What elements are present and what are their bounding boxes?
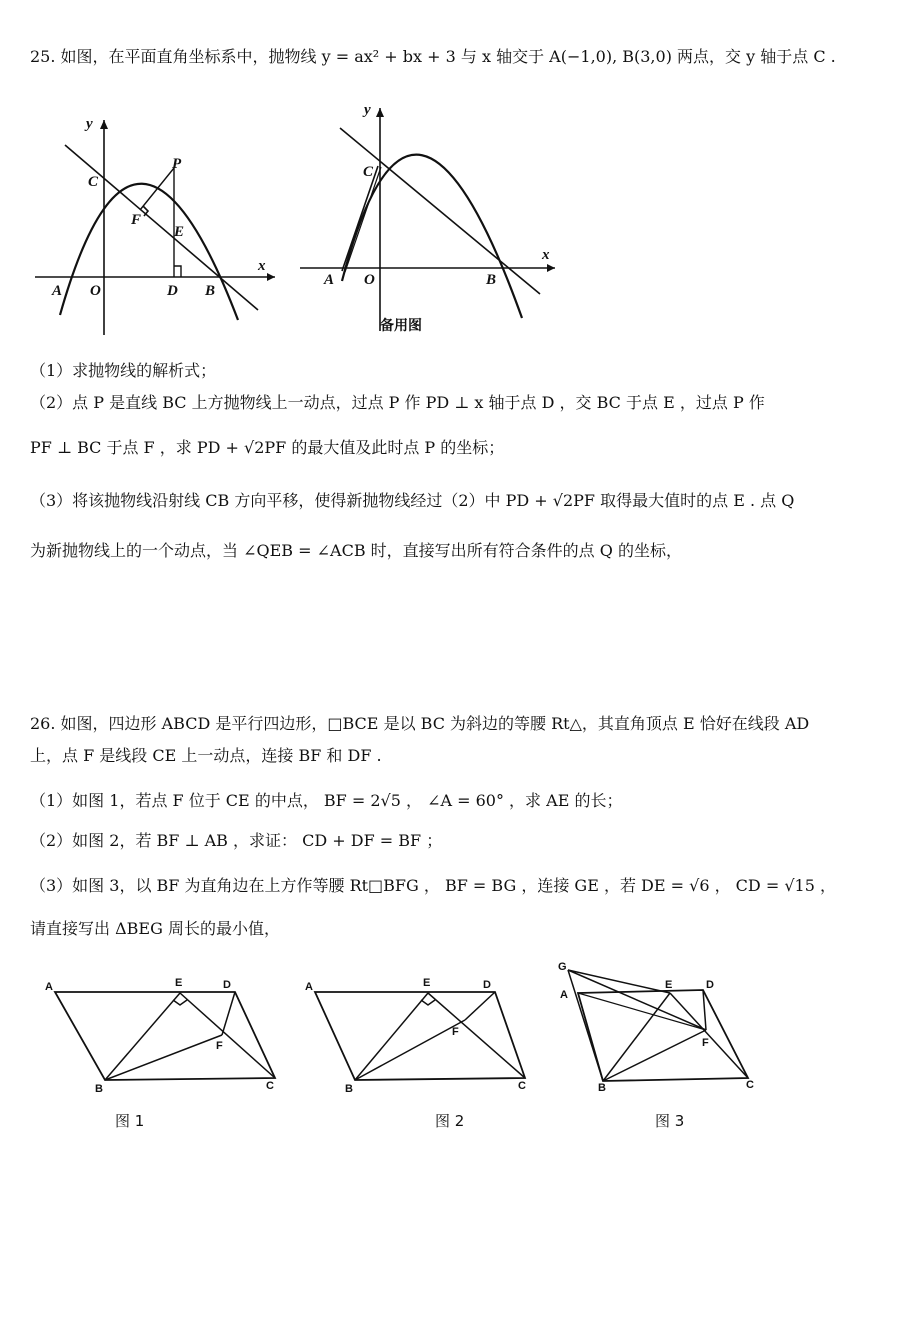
q25b-label-x: x <box>542 247 550 263</box>
q25-label-x: x <box>258 258 266 274</box>
q25b-label-B: B <box>486 272 497 288</box>
fig2-label-D: D <box>483 979 491 991</box>
q25-label-C: C <box>88 174 99 190</box>
q26-caption-fig1: 图 1 <box>115 1112 145 1130</box>
q25-label-B: B <box>205 283 216 299</box>
q25-backup-caption: 备用图 <box>380 318 422 334</box>
q26-intro-line2: 上，点 F 是线段 CE 上一动点，连接 BF 和 DF . <box>30 746 382 765</box>
q25-part2-line1: （2）点 P 是直线 BC 上方抛物线上一动点，过点 P 作 PD ⊥ x 轴于点 D ，交 BC 于点 E ，过点 P 作 <box>30 393 765 412</box>
fig1-label-E: E <box>175 977 183 989</box>
fig2-label-E: E <box>423 977 431 989</box>
q25b-label-C: C <box>363 164 374 180</box>
fig1-label-D: D <box>223 979 231 991</box>
q25-part3-line1: （3）将该抛物线沿射线 CB 方向平移，使得新抛物线经过（2）中 PD + √2PF 取得最大值时的点 E . 点 Q <box>30 491 795 510</box>
q25b-label-O: O <box>364 272 375 288</box>
q25b-label-y: y <box>364 102 371 118</box>
q25b-label-A: A <box>324 272 335 288</box>
fig2-label-F: F <box>452 1026 459 1038</box>
q25-intro: 25. 如图，在平面直角坐标系中，抛物线 y = ax² + bx + 3 与 x 轴交于 A(−1,0), B(3,0) 两点，交 y 轴于点 C . <box>30 47 836 66</box>
fig3-label-C: C <box>746 1079 754 1091</box>
fig1-label-B: B <box>95 1083 103 1095</box>
q26-intro-line1: 26. 如图，四边形 ABCD 是平行四边形，□BCE 是以 BC 为斜边的等腰 Rt△，其直角顶点 E 恰好在线段 AD <box>30 714 810 733</box>
q25-label-P: P <box>172 156 182 172</box>
q25-part1: （1）求抛物线的解析式； <box>30 361 217 380</box>
fig3-label-A: A <box>560 989 568 1001</box>
fig3-label-B: B <box>598 1082 606 1093</box>
q25-part2-line2: PF ⊥ BC 于点 F ，求 PD + √2PF 的最大值及此时点 P 的坐标； <box>30 438 505 457</box>
q25-label-F: F <box>131 212 142 228</box>
q26-figure-1 <box>40 975 290 1095</box>
q25-label-y: y <box>86 116 93 132</box>
fig2-label-A: A <box>305 981 313 993</box>
q26-figure-3 <box>548 958 778 1093</box>
fig2-label-B: B <box>345 1083 353 1095</box>
q26-part1: （1）如图 1，若点 F 位于 CE 的中点， BF = 2√5 ， ∠A = 60° ，求 AE 的长； <box>30 791 623 810</box>
q25-label-A: A <box>52 283 63 299</box>
fig3-label-E: E <box>665 979 673 991</box>
q26-part3-line2: 请直接写出 ΔBEG 周长的最小值， <box>30 919 280 938</box>
q25-label-E: E <box>174 224 185 240</box>
fig1-label-C: C <box>266 1080 274 1092</box>
q26-caption-fig2: 图 2 <box>435 1112 465 1130</box>
q25-label-O: O <box>90 283 101 299</box>
fig1-label-A: A <box>45 981 53 993</box>
fig3-label-D: D <box>706 979 714 991</box>
q25-figure-backup <box>300 96 560 341</box>
fig3-label-F: F <box>702 1037 709 1049</box>
q26-part3-line1: （3）如图 3，以 BF 为直角边在上方作等腰 Rt□BFG ， BF = BG ，连接 GE ，若 DE = √6 ， CD = √15 ， <box>30 876 836 895</box>
q26-caption-fig3: 图 3 <box>655 1112 685 1130</box>
q25-label-D: D <box>167 283 178 299</box>
fig3-label-G: G <box>558 961 567 973</box>
fig1-label-F: F <box>216 1040 223 1052</box>
q26-figure-2 <box>300 975 550 1095</box>
q25-figure-main <box>30 110 280 335</box>
q25-part3-line2: 为新抛物线上的一个动点，当 ∠QEB = ∠ACB 时，直接写出所有符合条件的点 Q 的坐标， <box>30 541 682 560</box>
q26-part2: （2）如图 2，若 BF ⊥ AB ，求证： CD + DF = BF ； <box>30 831 443 850</box>
fig2-label-C: C <box>518 1080 526 1092</box>
